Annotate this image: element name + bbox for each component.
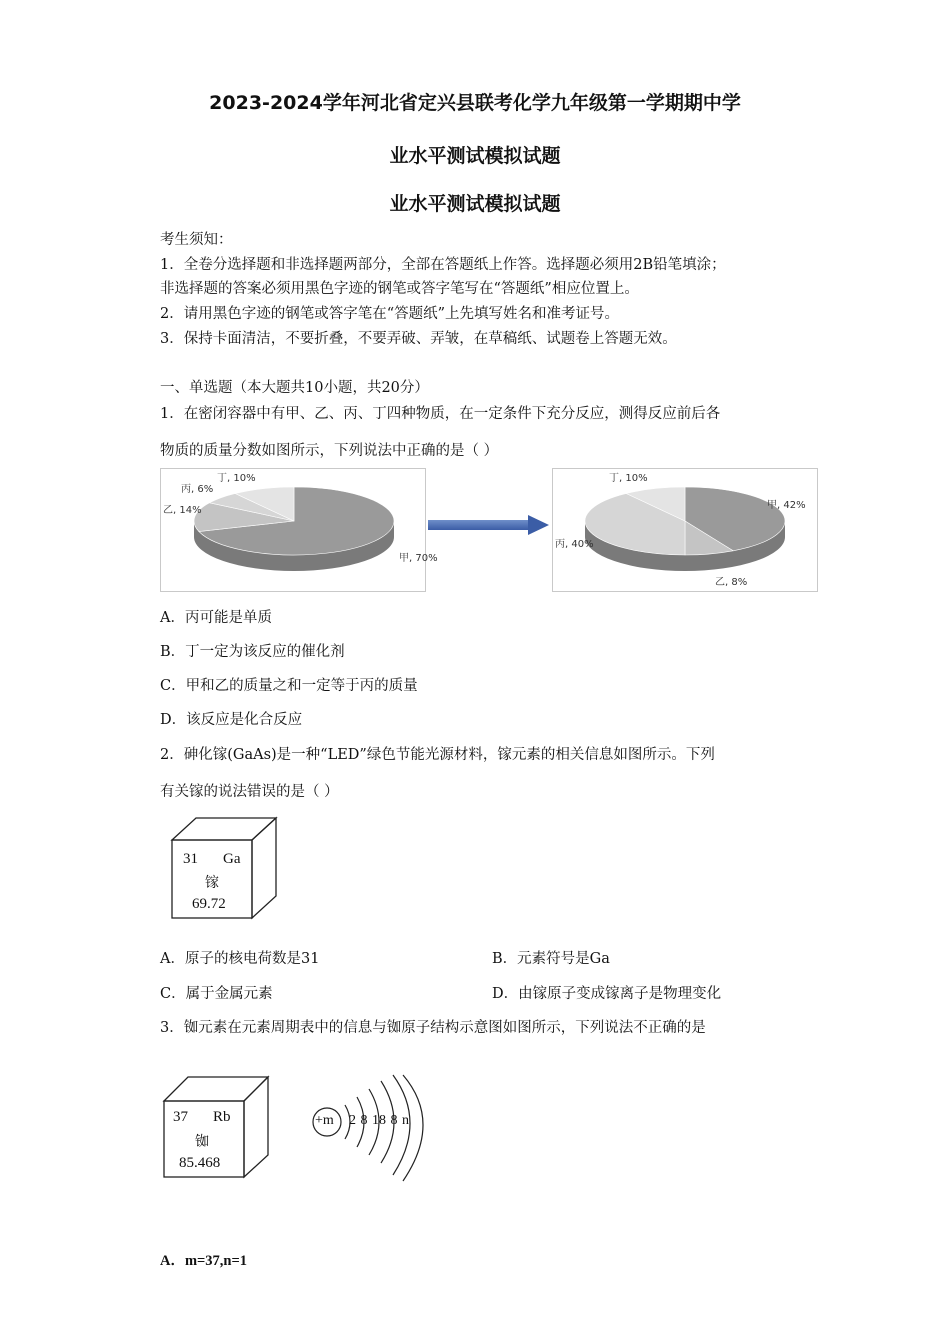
pie-label-丙: 丙, 40% [555,539,594,550]
page-title-line3: 业水平测试模拟试题 [389,193,561,215]
pie-label-丙: 丙, 6% [181,484,214,495]
pie-chart-after [552,468,818,592]
atomic-number: 37 [173,1109,188,1125]
q2-stem-b: 有关镓的说法错误的是（ ） [160,784,339,800]
q2-option-c[interactable]: C．属于金属元素 [160,986,273,1002]
q1-option-b[interactable]: B．丁一定为该反应的催化剂 [160,644,345,660]
element-name: 镓 [205,875,219,891]
q1-option-d[interactable]: D．该反应是化合反应 [160,712,303,728]
element-symbol: Ga [223,851,241,867]
element-name: 铷 [195,1134,209,1150]
atom-shells [305,1075,445,1185]
arrow-icon [428,515,550,535]
pie-label-乙: 乙, 14% [163,505,202,516]
q3-option-a[interactable]: A．m=37,n=1 [160,1253,248,1269]
notice-item1b: 非选择题的答案必须用黑色字迹的钢笔或答字笔写在“答题纸”相应位置上。 [160,281,639,297]
pie-label-丁: 丁, 10% [217,473,256,484]
notice-item3: 3．保持卡面清洁，不要折叠，不要弄破、弄皱，在草稿纸、试题卷上答题无效。 [160,331,677,347]
page-title-line2: 业水平测试模拟试题 [389,145,561,167]
pie-chart-before-svg [161,469,438,591]
notice-heading: 考生须知： [160,232,233,248]
electron-shells: 2 8 18 8 n [349,1113,409,1128]
q2-option-b[interactable]: B．元素符号是Ga [492,951,610,967]
pie-label-甲: 甲, 70% [399,553,438,564]
pie-label-甲: 甲, 42% [767,500,806,511]
q2-option-a[interactable]: A．原子的核电荷数是31 [160,951,320,967]
pie-chart-before [160,468,438,592]
notice-item1a: 1．全卷分选择题和非选择题两部分，全部在答题纸上作答。选择题必须用2B铅笔填涂； [160,257,726,273]
page-title-line1: 2023-2024学年河北省定兴县联考化学九年级第一学期期中学 [209,92,741,114]
atom-structure-diagram [305,1075,445,1185]
pie-label-乙: 乙, 8% [715,577,748,588]
nucleus-charge: +m [315,1113,334,1128]
q2-option-d[interactable]: D．由镓原子变成镓离子是物理变化 [492,986,722,1002]
q1-option-a[interactable]: A．丙可能是单质 [160,610,272,626]
atomic-number: 31 [183,851,198,867]
section-heading: 一、单选题（本大题共10小题，共20分） [160,380,429,396]
q2-stem-a: 2．砷化镓(GaAs)是一种“LED”绿色节能光源材料，镓元素的相关信息如图所示。下列 [160,747,715,763]
q1-option-c[interactable]: C．甲和乙的质量之和一定等于丙的质量 [160,678,418,694]
q3-stem: 3．铷元素在元素周期表中的信息与铷原子结构示意图如图所示，下列说法不正确的是 [160,1020,706,1036]
atomic-mass: 85.468 [179,1155,221,1171]
pie-chart-after-svg [553,469,817,591]
q1-stem-b: 物质的质量分数如图所示，下列说法中正确的是（ ） [160,443,499,459]
q1-stem-a: 1．在密闭容器中有甲、乙、丙、丁四种物质，在一定条件下充分反应，测得反应前后各 [160,406,721,422]
element-symbol: Rb [213,1109,231,1125]
pie-label-丁: 丁, 10% [609,473,648,484]
element-card-rb [162,1075,272,1179]
atomic-mass: 69.72 [192,896,226,912]
element-card-ga [170,816,280,920]
notice-item2: 2．请用黑色字迹的钢笔或答字笔在“答题纸”上先填写姓名和准考证号。 [160,306,620,322]
